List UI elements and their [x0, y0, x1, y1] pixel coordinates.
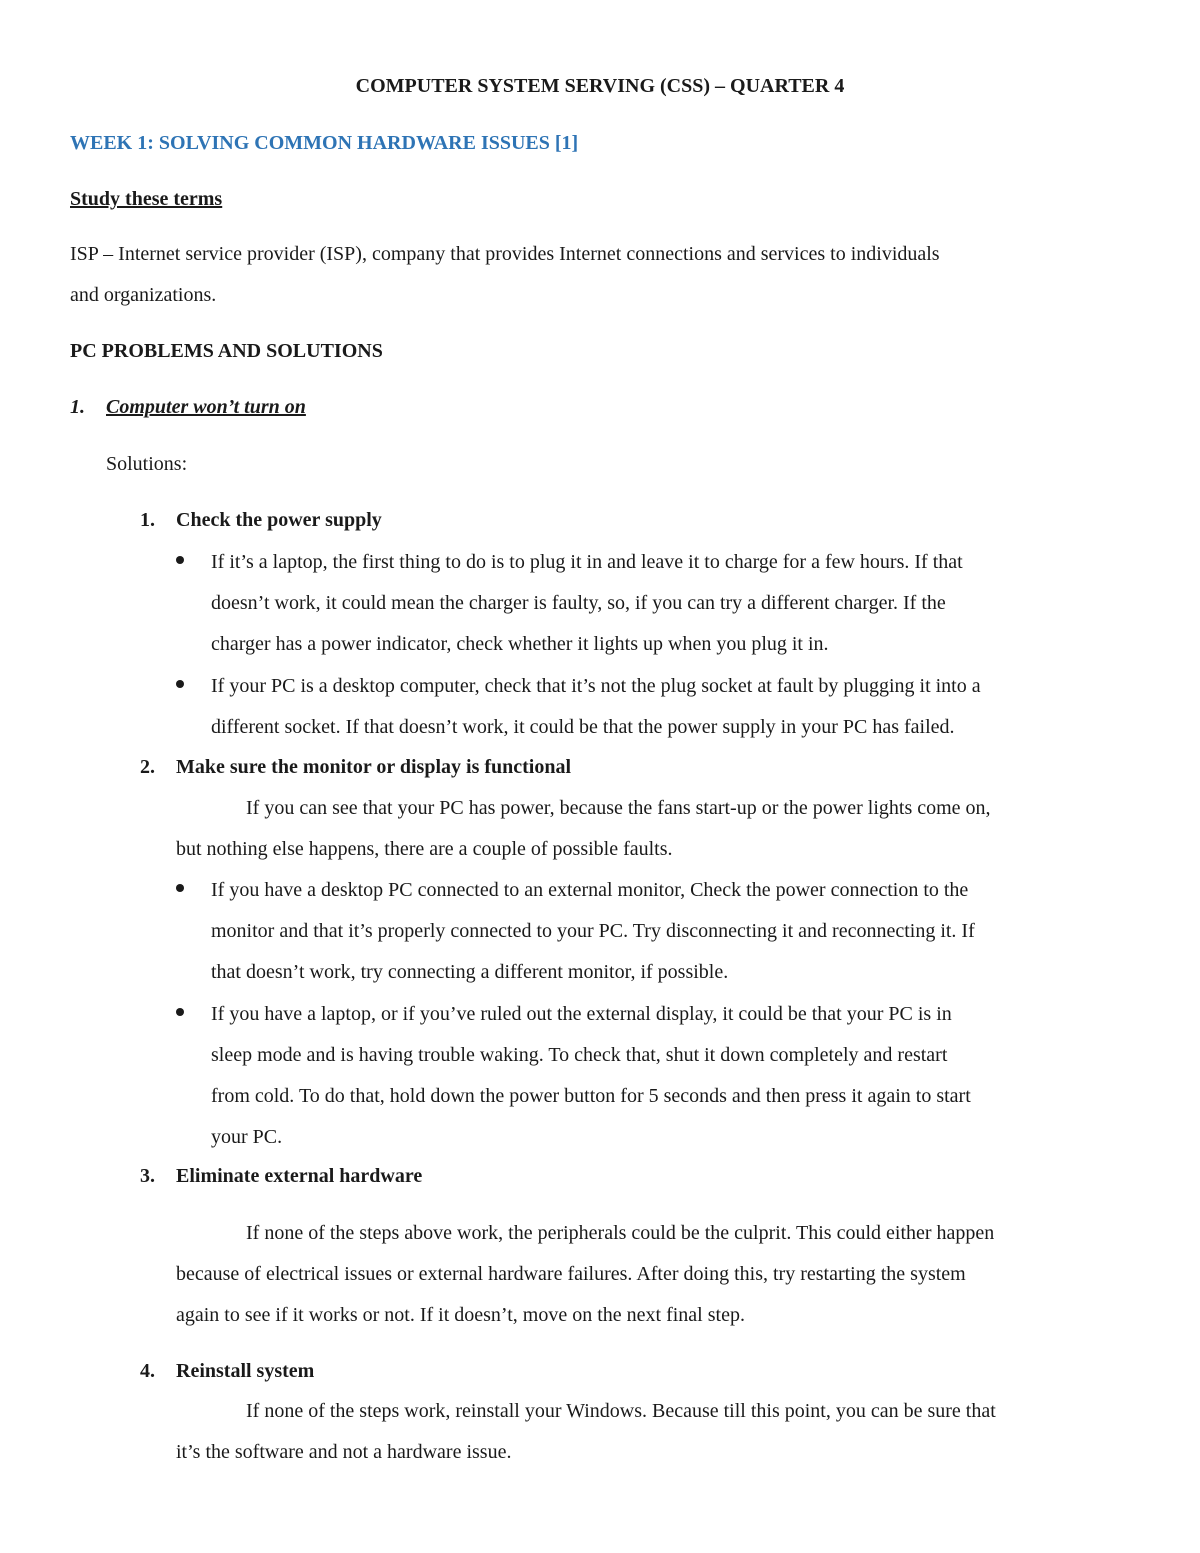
study-heading: Study these terms	[70, 188, 223, 210]
step-title: Eliminate external hardware	[176, 1165, 423, 1187]
step-intro-line: it’s the software and not a hardware issue.	[176, 1441, 512, 1463]
bullet-text-line: monitor and that it’s properly connected to your PC. Try disconnecting it and reconnecting it. If	[211, 920, 975, 942]
section-heading: PC PROBLEMS AND SOLUTIONS	[70, 340, 383, 362]
bullet-text-line: that doesn’t work, try connecting a different monitor, if possible.	[211, 961, 729, 983]
step-intro-line: again to see if it works or not. If it doesn’t, move on the next final step.	[176, 1304, 745, 1326]
step-heading	[140, 1361, 314, 1381]
step-number: 4.	[140, 1360, 155, 1382]
bullet-text-line: If it’s a laptop, the first thing to do is to plug it in and leave it to charge for a few hours. If that	[211, 551, 963, 573]
week-heading: WEEK 1: SOLVING COMMON HARDWARE ISSUES [1]	[70, 132, 579, 154]
bullet-text-line: from cold. To do that, hold down the power button for 5 seconds and then press it again to start	[211, 1085, 971, 1107]
bullet-text-line: doesn’t work, it could mean the charger is faulty, so, if you can try a different charger. If the	[211, 592, 946, 614]
bullet-text-line: different socket. If that doesn’t work, it could be that the power supply in your PC has failed.	[211, 716, 955, 738]
step-number: 3.	[140, 1165, 155, 1187]
problem-heading	[70, 397, 306, 417]
document-title: COMPUTER SYSTEM SERVING (CSS) – QUARTER 4	[355, 75, 845, 97]
isp-definition-line: and organizations.	[70, 284, 217, 306]
step-intro-line: If none of the steps work, reinstall your Windows. Because till this point, you can be sure that	[246, 1400, 996, 1422]
step-number: 2.	[140, 756, 155, 778]
problem-number: 1.	[70, 396, 85, 418]
bullet-text-line: If your PC is a desktop computer, check that it’s not the plug socket at fault by plugging it into a	[211, 675, 981, 697]
step-intro-line: If none of the steps above work, the peripherals could be the culprit. This could either happen	[246, 1222, 995, 1244]
step-number: 1.	[140, 509, 155, 531]
step-title: Make sure the monitor or display is functional	[176, 756, 572, 778]
step-title: Reinstall system	[176, 1360, 315, 1382]
isp-definition-line: ISP – Internet service provider (ISP), company that provides Internet connections and services to individuals	[70, 243, 940, 265]
bullet-text-line: charger has a power indicator, check whether it lights up when you plug it in.	[211, 633, 829, 655]
problem-label: Computer won’t turn on	[106, 396, 306, 418]
step-intro-line: because of electrical issues or external hardware failures. After doing this, try restarting the system	[176, 1263, 966, 1285]
step-title: Check the power supply	[176, 509, 382, 531]
bullet-text-line: If you have a desktop PC connected to an external monitor, Check the power connection to the	[211, 879, 969, 901]
bullet-text-line: If you have a laptop, or if you’ve ruled out the external display, it could be that your PC is in	[211, 1003, 952, 1025]
step-heading	[140, 757, 571, 777]
step-intro-line: but nothing else happens, there are a couple of possible faults.	[176, 838, 673, 860]
step-heading	[140, 1166, 422, 1186]
bullet-text-line: sleep mode and is having trouble waking. To check that, shut it down completely and restart	[211, 1044, 948, 1066]
bullet-text-line: your PC.	[211, 1126, 283, 1148]
solutions-label: Solutions:	[106, 453, 188, 475]
step-intro-line: If you can see that your PC has power, because the fans start-up or the power lights come on,	[246, 797, 991, 819]
step-heading	[140, 510, 382, 530]
